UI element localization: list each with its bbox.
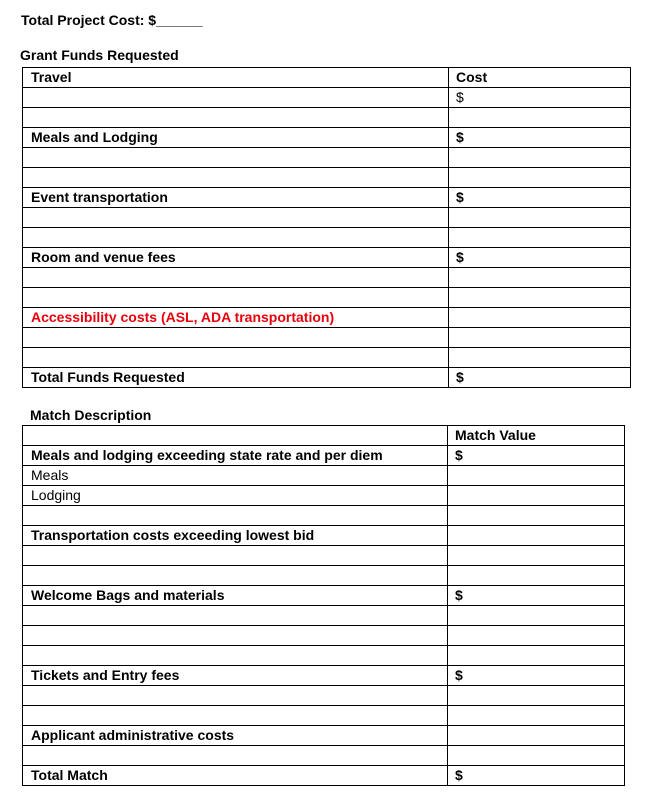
grant-funds-table [22, 67, 631, 388]
item-description-cell[interactable] [23, 506, 448, 526]
cost-cell[interactable] [448, 506, 625, 526]
item-description-cell[interactable] [23, 606, 448, 626]
cost-cell[interactable]: $ [448, 666, 625, 686]
table-row [23, 208, 631, 228]
cost-cell[interactable]: $ [449, 88, 631, 108]
cost-cell[interactable] [449, 228, 631, 248]
table-row [23, 308, 631, 328]
item-description-cell[interactable]: Meals and Lodging [23, 128, 449, 148]
cost-cell[interactable] [448, 486, 625, 506]
cost-cell[interactable] [449, 168, 631, 188]
table-row [23, 566, 625, 586]
table-row [23, 148, 631, 168]
item-description-cell[interactable] [23, 208, 449, 228]
cost-cell[interactable] [449, 268, 631, 288]
cost-cell[interactable]: Cost [449, 68, 631, 88]
table-row [23, 706, 625, 726]
cost-cell[interactable]: Match Value [448, 426, 625, 446]
cost-cell[interactable] [448, 606, 625, 626]
table-row [23, 368, 631, 388]
table-row [23, 188, 631, 208]
table-row [23, 526, 625, 546]
item-description-cell[interactable] [23, 88, 449, 108]
item-description-cell[interactable]: Applicant administrative costs [23, 726, 448, 746]
cost-cell[interactable] [448, 746, 625, 766]
table-row [23, 466, 625, 486]
item-description-cell[interactable] [23, 426, 448, 446]
item-description-cell[interactable] [23, 686, 448, 706]
item-description-cell[interactable]: Meals and lodging exceeding state rate and per diem [23, 446, 448, 466]
item-description-cell[interactable]: Travel [23, 68, 449, 88]
item-description-cell[interactable]: Lodging [23, 486, 448, 506]
table-row [23, 426, 625, 446]
item-description-cell[interactable]: Transportation costs exceeding lowest bid [23, 526, 448, 546]
cost-cell[interactable] [448, 546, 625, 566]
item-description-cell[interactable] [23, 546, 448, 566]
item-description-cell[interactable]: Meals [23, 466, 448, 486]
item-description-cell[interactable] [23, 566, 448, 586]
item-description-cell[interactable]: Total Funds Requested [23, 368, 449, 388]
item-description-cell[interactable] [23, 228, 449, 248]
table-row [23, 88, 631, 108]
cost-cell[interactable] [448, 646, 625, 666]
table-row [23, 646, 625, 666]
item-description-cell[interactable] [23, 148, 449, 168]
table-row [23, 328, 631, 348]
item-description-cell[interactable] [23, 746, 448, 766]
item-description-cell[interactable]: Tickets and Entry fees [23, 666, 448, 686]
table-row [23, 108, 631, 128]
table-row [23, 268, 631, 288]
cost-cell[interactable] [449, 288, 631, 308]
table-row [23, 626, 625, 646]
table-row [23, 228, 631, 248]
cost-cell[interactable] [449, 208, 631, 228]
cost-cell[interactable] [449, 328, 631, 348]
item-description-cell[interactable] [23, 168, 449, 188]
cost-cell[interactable]: $ [449, 368, 631, 388]
table-row [23, 546, 625, 566]
table-row [23, 68, 631, 88]
table-row [23, 726, 625, 746]
item-description-cell[interactable]: Welcome Bags and materials [23, 586, 448, 606]
item-description-cell[interactable] [23, 328, 449, 348]
match-section-title: Match Description [30, 407, 152, 423]
cost-cell[interactable]: $ [448, 586, 625, 606]
cost-cell[interactable] [448, 706, 625, 726]
cost-cell[interactable]: $ [449, 128, 631, 148]
table-row [23, 486, 625, 506]
cost-cell[interactable] [448, 726, 625, 746]
item-description-cell[interactable]: Total Match [23, 766, 448, 786]
item-description-cell[interactable] [23, 108, 449, 128]
total-project-cost-label: Total Project Cost: $ [21, 12, 157, 28]
item-description-cell[interactable] [23, 288, 449, 308]
cost-cell[interactable]: $ [448, 446, 625, 466]
cost-cell[interactable] [448, 526, 625, 546]
item-description-cell[interactable] [23, 646, 448, 666]
item-description-cell[interactable]: Room and venue fees [23, 248, 449, 268]
table-row [23, 168, 631, 188]
total-project-cost-blank[interactable]: ______ [156, 12, 203, 28]
cost-cell[interactable] [449, 308, 631, 328]
cost-cell[interactable] [448, 466, 625, 486]
table-row [23, 666, 625, 686]
cost-cell[interactable] [448, 686, 625, 706]
table-row [23, 288, 631, 308]
cost-cell[interactable] [449, 108, 631, 128]
item-description-cell[interactable]: Accessibility costs (ASL, ADA transportation) [23, 308, 449, 328]
item-description-cell[interactable] [23, 268, 449, 288]
table-row [23, 746, 625, 766]
total-project-cost-line [21, 12, 203, 28]
table-row [23, 248, 631, 268]
table-row [23, 348, 631, 368]
item-description-cell[interactable]: Event transportation [23, 188, 449, 208]
item-description-cell[interactable] [23, 348, 449, 368]
item-description-cell[interactable] [23, 706, 448, 726]
table-row [23, 128, 631, 148]
table-row [23, 586, 625, 606]
table-row [23, 686, 625, 706]
match-table [22, 425, 625, 786]
table-row [23, 506, 625, 526]
cost-cell[interactable]: $ [448, 766, 625, 786]
item-description-cell[interactable] [23, 626, 448, 646]
grant-section-title: Grant Funds Requested [20, 47, 179, 63]
table-row [23, 766, 625, 786]
cost-cell[interactable] [448, 626, 625, 646]
cost-cell[interactable] [448, 566, 625, 586]
cost-cell[interactable]: $ [449, 248, 631, 268]
cost-cell[interactable] [449, 148, 631, 168]
table-row [23, 606, 625, 626]
cost-cell[interactable]: $ [449, 188, 631, 208]
table-row [23, 446, 625, 466]
cost-cell[interactable] [449, 348, 631, 368]
